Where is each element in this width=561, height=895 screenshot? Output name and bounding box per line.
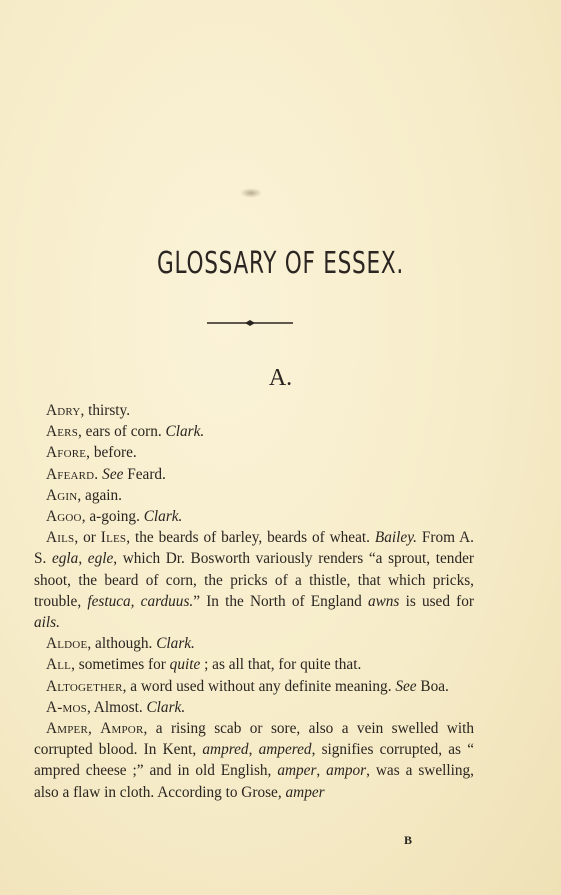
glossary-entry: Altogether, a word used without any definite meaning. See Boa. — [46, 677, 449, 695]
glossary-entry: All, sometimes for quite ; as all that, for quite that. — [46, 656, 362, 674]
glossary-entry: A-mos, Almost. Clark. — [46, 698, 186, 716]
glossary-entry: Adry, thirsty. — [46, 402, 131, 419]
headword: Adry — [46, 402, 81, 419]
page-title: GLOSSARY OF ESSEX. — [157, 246, 404, 281]
glossary-entry: Amper, Ampor, a rising scab or sore, also a vein swelled with corrupted blood. In Kent, ampred, ampered, signifies corrupted, as “ ampred cheese ;” and in old English, amper, ampor, was a swelling, also a flaw in cloth. According to Grose, amper — [34, 720, 475, 801]
ornament-rule-icon — [207, 318, 293, 328]
headword: Aldoe — [46, 635, 88, 653]
headword: A-mos — [46, 698, 87, 716]
headword: Agin — [46, 486, 78, 504]
headword: Aers — [46, 423, 79, 441]
headword: Altogether — [46, 677, 123, 695]
glossary-entries — [34, 400, 474, 803]
headword: Amper — [46, 720, 89, 738]
section-letter: A. — [268, 365, 293, 391]
glossary-entry: Afeard. See Feard. — [46, 465, 166, 483]
headword: Agoo — [46, 508, 82, 526]
signature-mark: B — [404, 833, 413, 847]
glossary-entry: Ails, or Iles, the beards of barley, beards of wheat. Bailey. From A. S. egla, egle, which Dr. Bosworth variously renders “a sprout, tender shoot, the beard of corn, the pricks of a thistle, that which pricks, trouble, festuca, carduus.” In the North of England awns is used for ails. — [34, 529, 475, 632]
glossary-entry: Aldoe, although. Clark. — [46, 635, 195, 653]
headword: Afeard. — [46, 465, 99, 483]
glossary-entry: Agin, again. — [46, 486, 123, 504]
ink-smudge — [240, 188, 262, 198]
glossary-entry: Aers, ears of corn. Clark. — [46, 423, 205, 441]
glossary-entry: Afore, before. — [46, 444, 137, 462]
headword: Afore — [46, 444, 87, 462]
glossary-entry: Agoo, a-going. Clark. — [46, 508, 183, 526]
headword: All — [46, 656, 72, 674]
headword: Ails — [46, 529, 75, 547]
